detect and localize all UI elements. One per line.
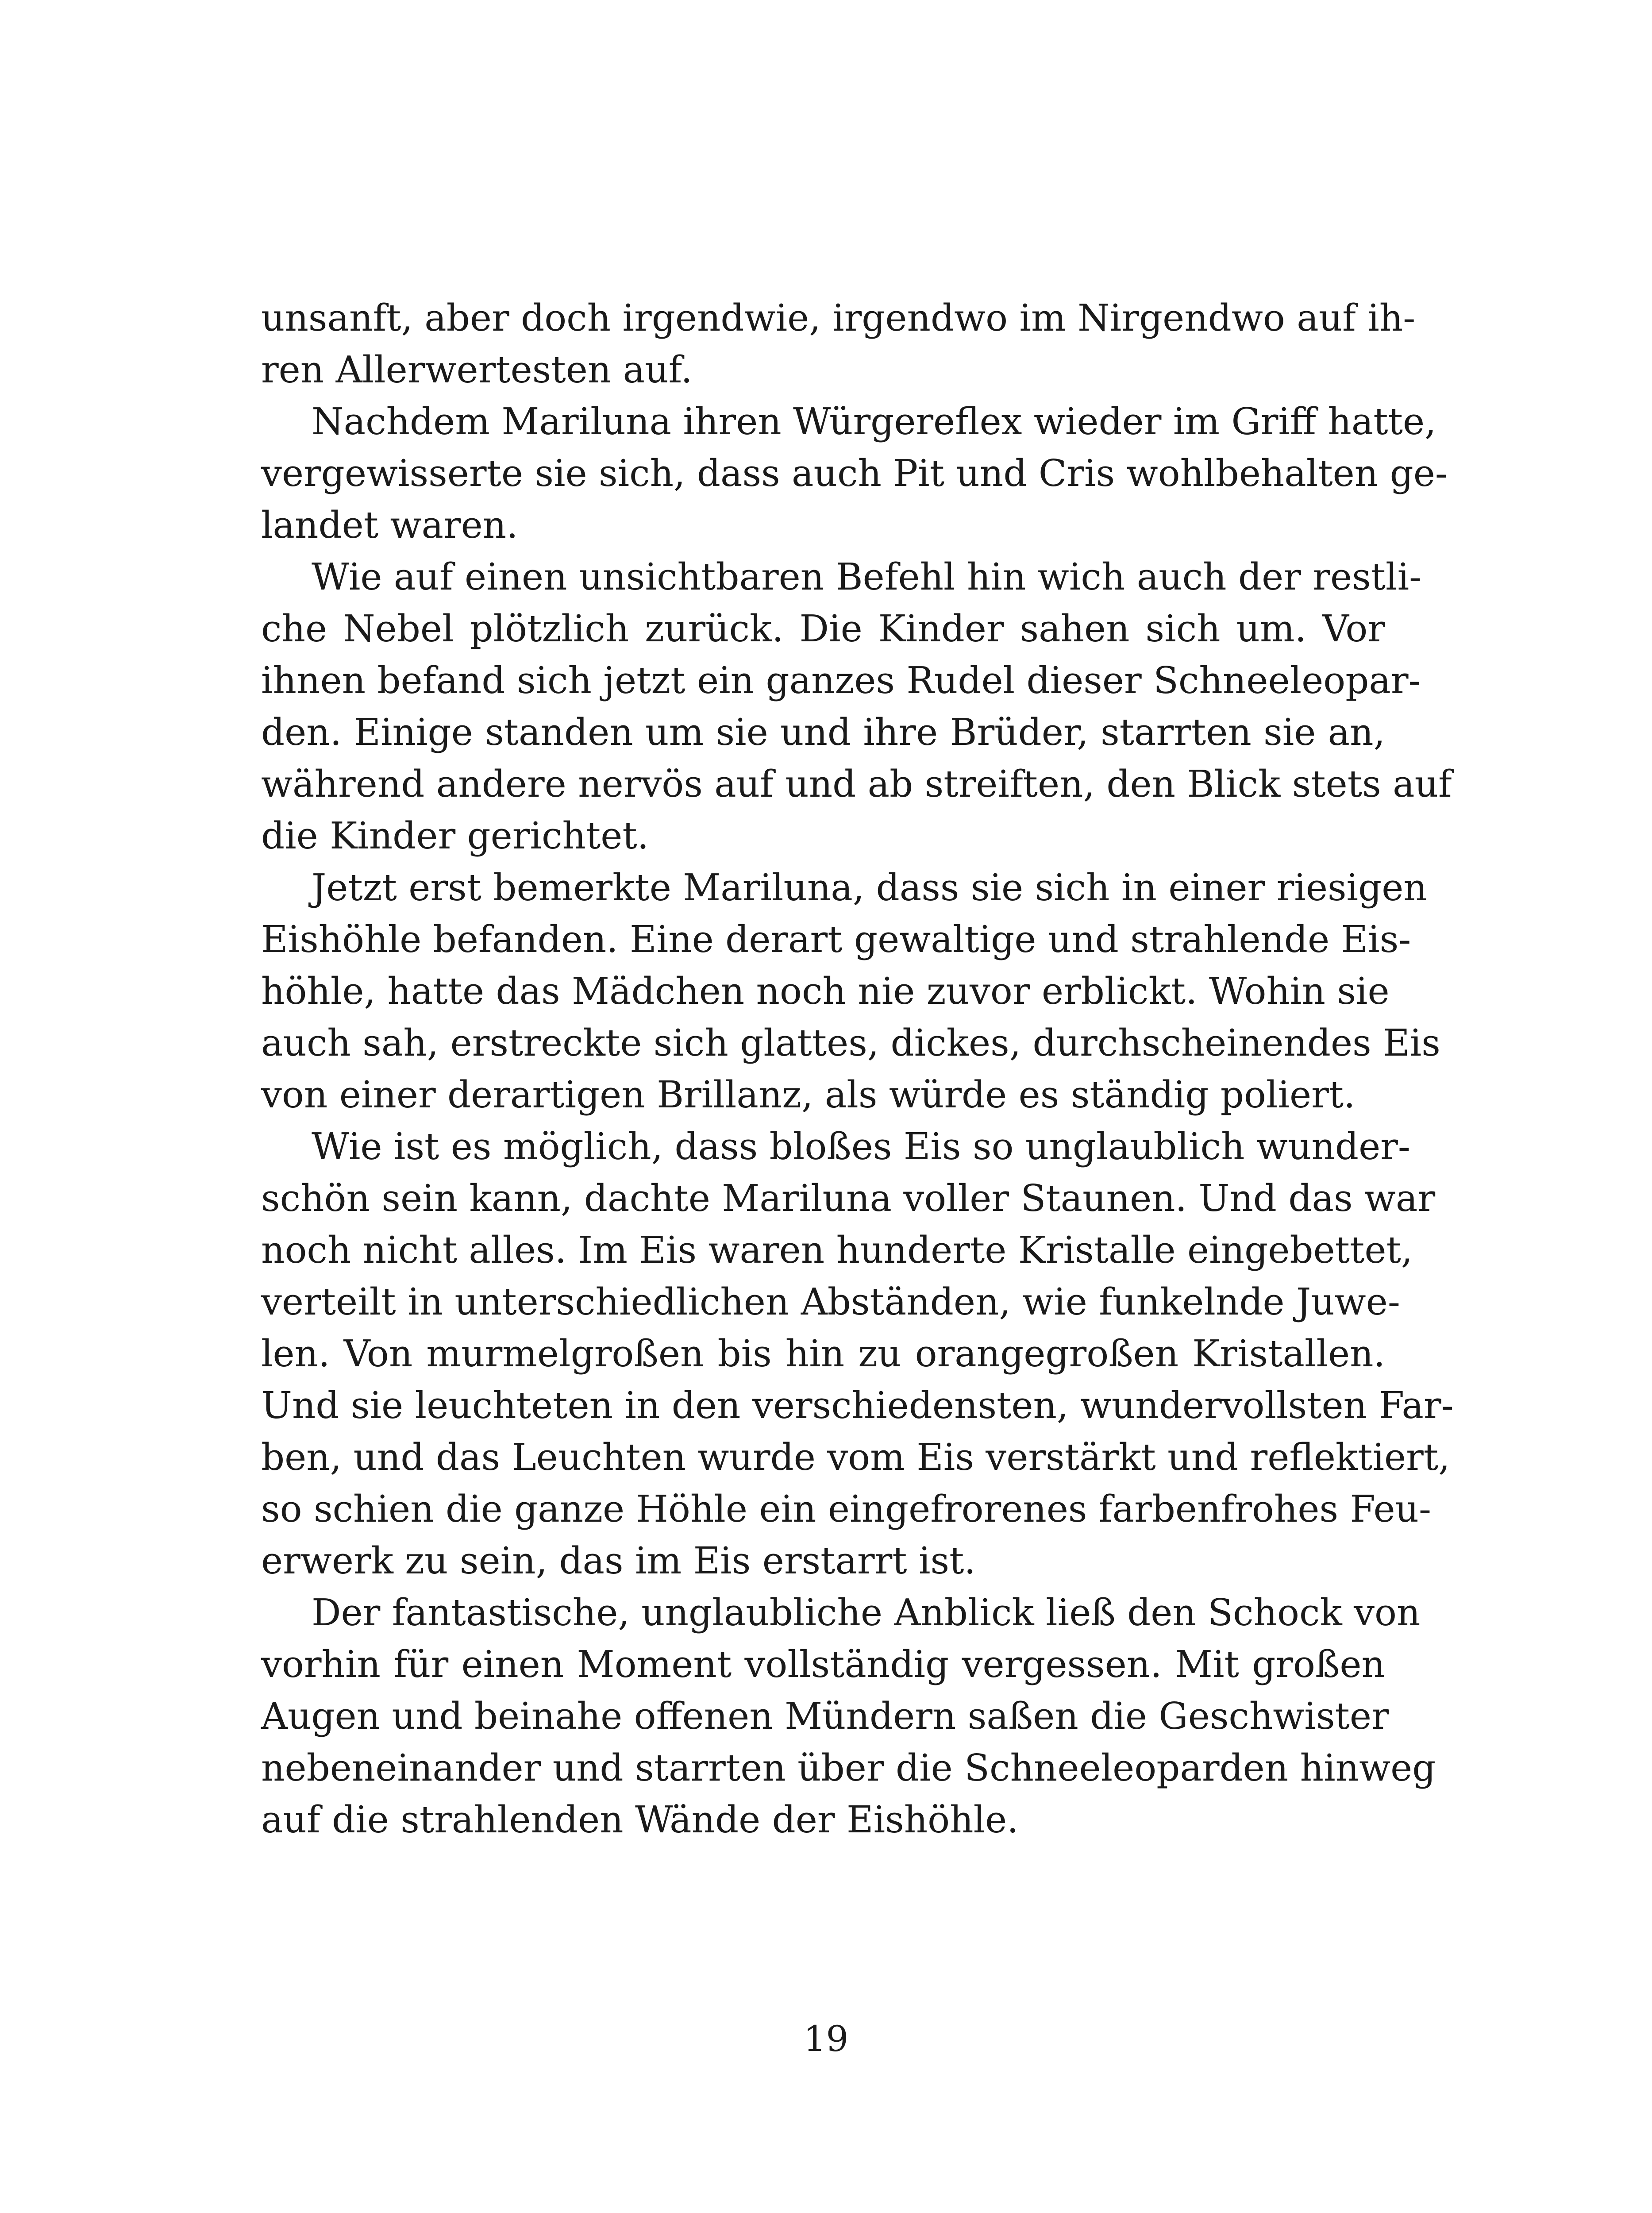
text-line: die Kinder gerichtet.: [261, 814, 649, 857]
text-line: verteilt in unterschiedlichen Abständen, wie funkelnde Juwe-: [261, 1280, 1400, 1323]
text-line: Wie ist es möglich, dass bloßes Eis so unglaublich wunder-: [312, 1125, 1410, 1168]
text-line: ihnen befand sich jetzt ein ganzes Rudel dieser Schneeleopar-: [261, 659, 1421, 702]
text-line: den. Einige standen um sie und ihre Brüder, starrten sie an,: [261, 711, 1385, 754]
text-line: unsanft, aber doch irgendwie, irgendwo im Nirgendwo auf ih-: [261, 297, 1416, 339]
text-line: landet waren.: [261, 504, 518, 547]
text-line: von einer derartigen Brillanz, als würde es ständig poliert.: [261, 1073, 1355, 1116]
text-line: nebeneinander und starrten über die Schneeleoparden hinweg: [261, 1746, 1436, 1789]
text-line: Eishöhle befanden. Eine derart gewaltige und strahlende Eis-: [261, 918, 1411, 961]
text-line: höhle, hatte das Mädchen noch nie zuvor erblickt. Wohin sie: [261, 970, 1390, 1013]
text-line: Nachdem Mariluna ihren Würgereflex wieder im Griff hatte,: [312, 400, 1436, 443]
paragraph: [261, 292, 1416, 396]
body-text: [261, 292, 1454, 1846]
text-line: ben, und das Leuchten wurde vom Eis verstärkt und reflektiert,: [261, 1436, 1450, 1479]
text-line: Und sie leuchteten in den verschiedensten, wundervollsten Far-: [261, 1384, 1454, 1427]
text-line: noch nicht alles. Im Eis waren hunderte Kristalle eingebettet,: [261, 1229, 1413, 1272]
page-number: 19: [803, 2018, 849, 2059]
text-line: vergewisserte sie sich, dass auch Pit und Cris wohlbehalten ge-: [261, 452, 1448, 495]
text-line: che Nebel plötzlich zurück. Die Kinder sahen sich um. Vor: [261, 607, 1385, 650]
paragraph: [261, 1587, 1436, 1846]
paragraph: [261, 862, 1440, 1121]
text-line: Wie auf einen unsichtbaren Befehl hin wich auch der restli-: [312, 555, 1422, 598]
paragraph: [261, 396, 1448, 551]
text-line: Jetzt erst bemerkte Mariluna, dass sie sich in einer riesigen: [312, 866, 1427, 909]
text-line: während andere nervös auf und ab streiften, den Blick stets auf: [261, 763, 1452, 806]
text-line: auch sah, erstreckte sich glattes, dickes, durchscheinendes Eis: [261, 1022, 1440, 1064]
paragraph: [261, 1121, 1454, 1587]
paragraph: [261, 551, 1452, 862]
text-line: Der fantastische, unglaubliche Anblick ließ den Schock von: [312, 1591, 1421, 1634]
text-line: vorhin für einen Moment vollständig vergessen. Mit großen: [261, 1643, 1385, 1686]
text-line: erwerk zu sein, das im Eis erstarrt ist.: [261, 1539, 976, 1582]
text-line: schön sein kann, dachte Mariluna voller Staunen. Und das war: [261, 1177, 1436, 1220]
text-line: ren Allerwertesten auf.: [261, 348, 693, 391]
text-line: Augen und beinahe offenen Mündern saßen die Geschwister: [261, 1695, 1389, 1738]
text-line: len. Von murmelgroßen bis hin zu orangegroßen Kristallen.: [261, 1332, 1385, 1375]
text-line: auf die strahlenden Wände der Eishöhle.: [261, 1798, 1019, 1841]
text-line: so schien die ganze Höhle ein eingefrorenes farbenfrohes Feu-: [261, 1488, 1432, 1531]
